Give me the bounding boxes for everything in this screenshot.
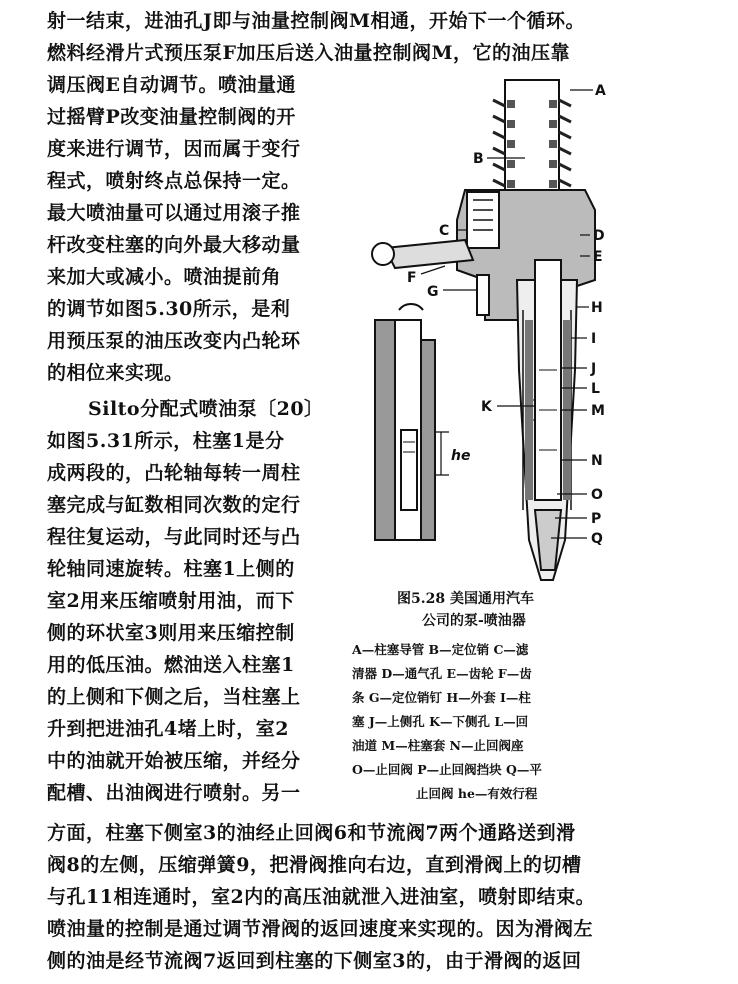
figure-legend-line: 塞 J—上侧孔 K—下侧孔 L—回 (352, 714, 529, 729)
body-text-line: 室2用来压缩喷射用油，而下 (47, 590, 295, 612)
body-text-line: 轮轴同速旋转。柱塞1上侧的 (47, 558, 295, 580)
label-d: D (593, 228, 605, 244)
label-h: H (591, 300, 603, 316)
body-text-line: 塞完成与缸数相同次数的定行 (47, 494, 301, 516)
body-text-line: 用的低压油。燃油送入柱塞1 (47, 654, 295, 676)
figure-legend-line: 止回阀 he—有效行程 (416, 786, 538, 801)
unit-injector-diagram (365, 70, 725, 590)
label-g: G (427, 284, 439, 300)
body-text-line: 与孔11相连通时，室2内的高压油就泄入进油室，喷射即结束。 (47, 886, 596, 908)
body-text-line: 阀8的左侧，压缩弹簧9，把滑阀推向右边，直到滑阀上的切槽 (47, 854, 582, 876)
label-e: E (593, 249, 603, 265)
label-c: C (439, 223, 450, 239)
label-j: J (591, 361, 597, 377)
label-p: P (591, 511, 602, 527)
body-text-line: 度来进行调节，因而属于变行 (47, 138, 301, 160)
body-text-line: 最大喷油量可以通过用滚子推 (47, 202, 301, 224)
label-m: M (591, 403, 605, 419)
figure-caption-line2: 公司的泵-喷油器 (422, 613, 526, 629)
body-text-line: 的上侧和下侧之后，当柱塞上 (47, 686, 301, 708)
label-he: he (451, 448, 471, 464)
figure-caption: 图5.28 美国通用汽车 (397, 591, 534, 607)
label-l: L (591, 381, 600, 397)
body-text-line: 过摇臂P改变油量控制阀的开 (47, 106, 296, 128)
body-text-line: 燃料经滑片式预压泵F加压后送入油量控制阀M，它的油压靠 (47, 42, 571, 64)
body-text-line: 如图5.31所示，柱塞1是分 (47, 430, 285, 452)
figure-legend-line: A—柱塞导管 B—定位销 C—滤 (352, 642, 529, 657)
body-text-line: 的调节如图5.30所示，是利 (47, 298, 291, 320)
body-text-line: 用预压泵的油压改变内凸轮环 (47, 330, 301, 352)
section-heading: Silto分配式喷油泵〔20〕 (88, 398, 324, 420)
body-text-line: 侧的油是经节流阀7返回到柱塞的下侧室3的，由于滑阀的返回 (47, 950, 582, 972)
body-text-line: 成两段的，凸轮轴每转一周柱 (47, 462, 301, 484)
label-n: N (591, 453, 603, 469)
body-text-line: 中的油就开始被压缩，并经分 (47, 750, 301, 772)
label-q: Q (591, 531, 603, 547)
figure-legend-line: O—止回阀 P—止回阀挡块 Q—平 (352, 762, 542, 777)
label-o: O (591, 487, 603, 503)
body-text-line: 喷油量的控制是通过调节滑阀的返回速度来实现的。因为滑阀左 (47, 918, 594, 940)
body-text-line: 程往复运动，与此同时还与凸 (47, 526, 301, 548)
body-text-line: 配槽、出油阀进行喷射。另一 (47, 782, 301, 804)
label-b: B (473, 151, 484, 167)
body-text-line: 的相位来实现。 (47, 362, 184, 384)
label-i: I (591, 331, 597, 347)
body-text-line: 射一结束，进油孔J即与油量控制阀M相通，开始下一个循环。 (47, 10, 586, 32)
body-text-line: 来加大或减小。喷油提前角 (47, 266, 282, 288)
body-text-line: 程式，喷射终点总保持一定。 (47, 170, 301, 192)
body-text-line: 调压阀E自动调节。喷油量通 (47, 74, 296, 96)
label-k: K (481, 399, 492, 415)
figure-legend-line: 清器 D—通气孔 E—齿轮 F—齿 (352, 666, 532, 681)
label-a: A (595, 83, 606, 99)
body-text-line: 杆改变柱塞的向外最大移动量 (47, 234, 301, 256)
body-text-line: 升到把进油孔4堵上时，室2 (47, 718, 289, 740)
figure-legend-line: 条 G—定位销钉 H—外套 I—柱 (352, 690, 531, 705)
body-text-line: 侧的环状室3则用来压缩控制 (47, 622, 295, 644)
figure-legend-line: 油道 M—柱塞套 N—止回阀座 (352, 738, 524, 753)
body-text-line: 方面，柱塞下侧室3的油经止回阀6和节流阀7两个通路送到滑 (47, 822, 576, 844)
label-f: F (407, 270, 417, 286)
